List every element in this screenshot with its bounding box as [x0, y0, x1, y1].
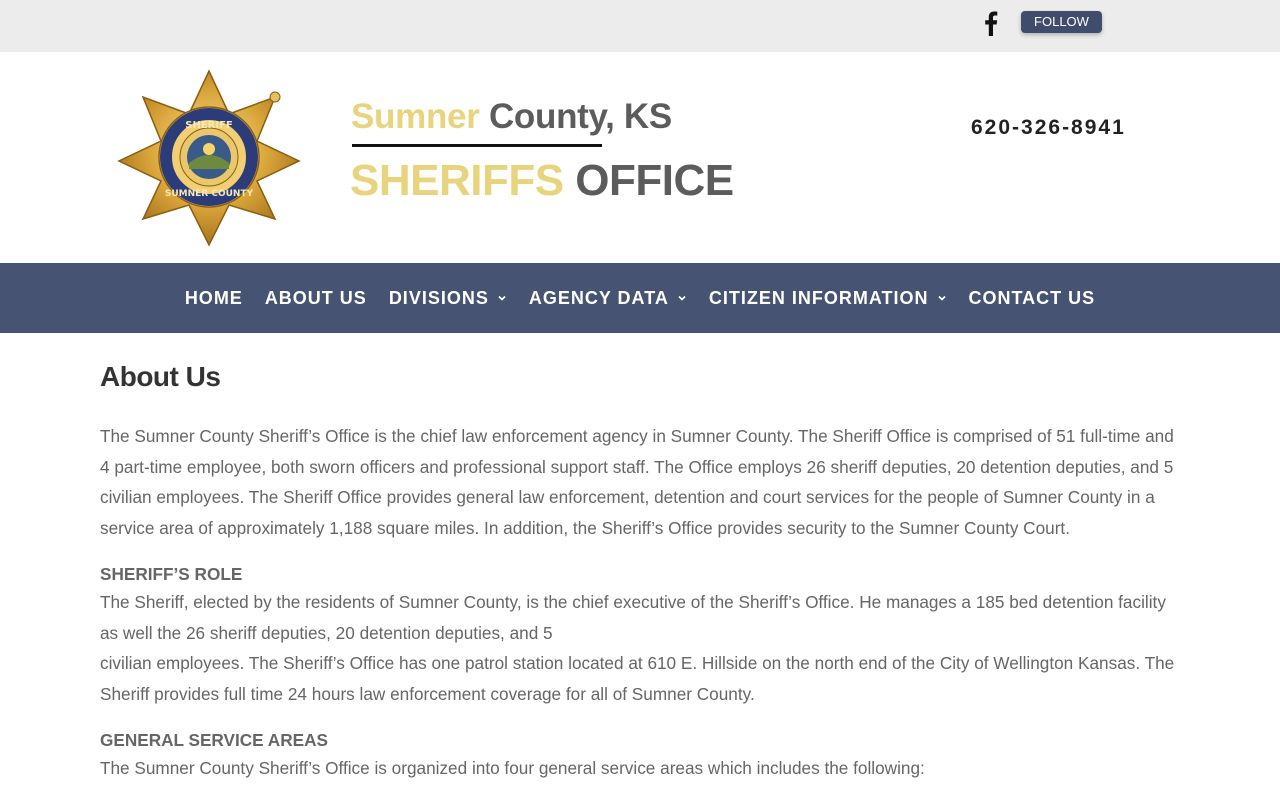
- page-title: About Us: [100, 361, 221, 392]
- brand-sheriffs-word: SHERIFFS: [350, 156, 564, 205]
- nav-item-label: DIVISIONS: [388, 287, 489, 308]
- brand-county-ks: County, KS: [479, 97, 672, 136]
- main-nav: [0, 263, 1280, 333]
- section-heading-sheriffs-role: SHERIFF’S ROLE: [100, 564, 243, 584]
- brand-office-word: OFFICE: [563, 156, 734, 205]
- sheriff-badge-logo[interactable]: [117, 69, 301, 247]
- section-body-general-service-areas: The Sumner County Sheriff’s Office is organized into four general service areas which includes the following:: [100, 758, 925, 778]
- phone-number[interactable]: 620-326-8941: [971, 116, 1126, 139]
- brand-county-title[interactable]: [351, 97, 672, 137]
- nav-item-label: AGENCY DATA: [528, 287, 669, 308]
- site-header: [0, 52, 1280, 263]
- nav-item-about-us[interactable]: [265, 288, 367, 309]
- chevron-down-icon: [677, 293, 687, 303]
- section-heading-general-service-areas: GENERAL SERVICE AREAS: [100, 730, 328, 750]
- nav-item-divisions[interactable]: [389, 288, 507, 309]
- svg-text:SHERIFF: SHERIFF: [185, 120, 233, 131]
- section-body-sheriffs-role-2: civilian employees. The Sheriff’s Office has one patrol station located at 610 E. Hillside on the north end of the City of Wellington Kansas. The Sheriff provides full time 24 hours law enforcement coverage for all of Sumner County.: [100, 653, 1175, 704]
- nav-item-label: ABOUT US: [264, 287, 367, 308]
- brand-office-title[interactable]: [350, 156, 734, 206]
- follow-button[interactable]: FOLLOW: [1021, 11, 1102, 33]
- top-bar: [0, 0, 1280, 52]
- section-body-sheriffs-role-1: The Sheriff, elected by the residents of Sumner County, is the chief executive of the Sheriff’s Office. He manages a 185 bed detention facility as well the 26 sheriff deputies, 20 detention deputies, and 5: [100, 592, 1166, 643]
- intro-paragraph: The Sumner County Sheriff’s Office is the chief law enforcement agency in Sumner County. The Sheriff Office is comprised of 51 full-time and 4 part-time employee, both sworn officers and professional support staff. The Office employs 26 sheriff deputies, 20 detention deputies, and 5 civilian employees. The Sheriff Office provides general law enforcement, detention and court services for the people of Sumner County in a service area of approximately 1,188 square miles. In addition, the Sheriff’s Office provides security to the Sumner County Court.: [100, 426, 1174, 538]
- main-content: [100, 333, 1185, 784]
- nav-item-label: CONTACT US: [968, 287, 1096, 308]
- nav-item-label: CITIZEN INFORMATION: [708, 287, 929, 308]
- nav-item-label: HOME: [184, 287, 243, 308]
- nav-item-contact-us[interactable]: [969, 288, 1096, 309]
- chevron-down-icon: [937, 293, 947, 303]
- svg-text:SUMNER COUNTY: SUMNER COUNTY: [164, 189, 254, 199]
- chevron-down-icon: [497, 293, 507, 303]
- nav-item-citizen-information[interactable]: [709, 288, 947, 309]
- brand-sumner-word: Sumner: [351, 97, 480, 136]
- nav-item-home[interactable]: [185, 288, 243, 309]
- nav-item-agency-data[interactable]: [529, 288, 687, 309]
- facebook-icon[interactable]: [980, 10, 1002, 36]
- brand-divider: [352, 144, 602, 147]
